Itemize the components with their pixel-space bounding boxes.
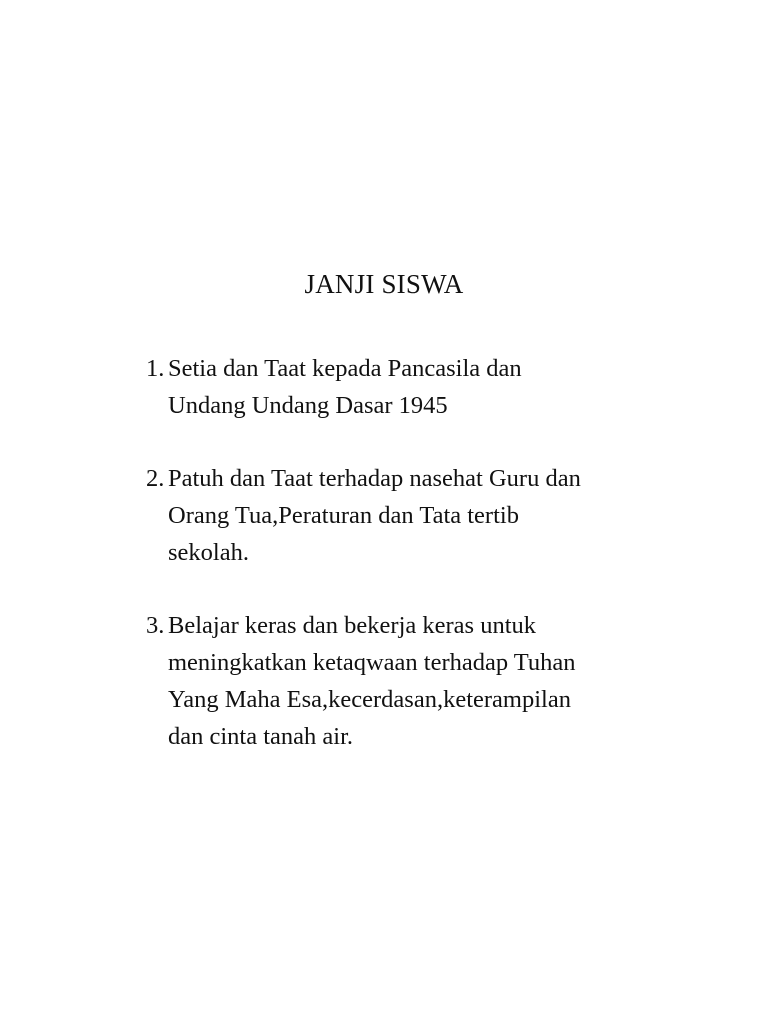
pledge-list: [146, 350, 646, 791]
pledge-line: Yang Maha Esa,kecerdasan,keterampilan: [168, 686, 571, 713]
pledge-line: sekolah.: [168, 539, 249, 566]
pledge-line: Orang Tua,Peraturan dan Tata tertib: [168, 502, 519, 529]
pledge-item-3: [146, 607, 646, 755]
pledge-line: Undang Undang Dasar 1945: [168, 392, 448, 419]
pledge-line: meningkatkan ketaqwaan terhadap Tuhan: [168, 649, 576, 676]
pledge-line: Setia dan Taat kepada Pancasila dan: [168, 355, 522, 382]
pledge-number: 1.: [146, 355, 165, 382]
pledge-number: 3.: [146, 612, 165, 639]
pledge-line: dan cinta tanah air.: [168, 723, 354, 750]
pledge-line: Belajar keras dan bekerja keras untuk: [168, 612, 537, 639]
pledge-item-2: [146, 460, 646, 571]
pledge-number: 2.: [146, 465, 165, 492]
document-title: JANJI SISWA: [304, 269, 464, 299]
pledge-line: Patuh dan Taat terhadap nasehat Guru dan: [168, 465, 581, 492]
pledge-item-1: [146, 350, 646, 424]
